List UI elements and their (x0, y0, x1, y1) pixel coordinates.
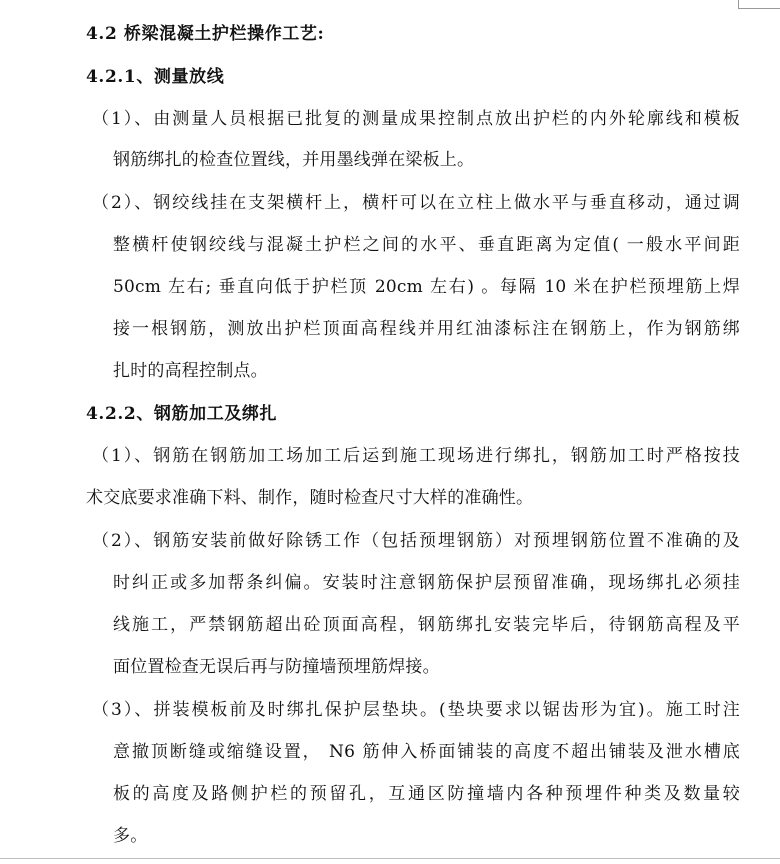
paragraph-line: 整横杆使钢绞线与混凝土护栏之间的水平、垂直距离为定值( 一般水平间距 (113, 235, 740, 255)
paragraph-line: （1）、由测量人员根据已批复的测量成果控制点放出护栏的内外轮廓线和模板 (92, 109, 740, 129)
paragraph-line: 板的高度及路侧护栏的预留孔，互通区防撞墙内各种预埋件种类及数量较 (113, 784, 740, 804)
paragraph-line: 时纠正或多加帮条纠偏。安装时注意钢筋保护层预留准确，现场绑扎必须挂 (113, 573, 740, 593)
paragraph-line: 50cm 左右; 垂直向低于护栏顶 20cm 左右) 。每隔 10 米在护栏预埋筋上焊 (113, 277, 740, 297)
paragraph-line: 线施工，严禁钢筋超出砼顶面高程，钢筋绑扎安装完毕后，待钢筋高程及平 (113, 615, 740, 635)
page-corner-mark-horizontal (738, 8, 780, 9)
paragraph-line: （2）、钢筋安装前做好除锈工作（包括预埋钢筋）对预埋钢筋位置不准确的及 (92, 531, 740, 551)
paragraph-line: （2）、钢绞线挂在支架横杆上，横杆可以在立柱上做水平与垂直移动，通过调 (92, 193, 740, 213)
paragraph-line: 扎时的高程控制点。 (113, 361, 268, 381)
heading-4-2-2: 4.2.2、钢筋加工及绑扎 (86, 404, 278, 424)
paragraph-line: （3）、拼装模板前及时绑扎保护层垫块。(垫块要求以锯齿形为宜)。施工时注 (92, 700, 740, 720)
paragraph-line: 接一根钢筋，测放出护栏顶面高程线并用红油漆标注在钢筋上，作为钢筋绑 (113, 319, 740, 339)
heading-4-2: 4.2 桥梁混凝土护栏操作工艺: (86, 24, 325, 44)
paragraph-line: 钢筋绑扎的检查位置线，并用墨线弹在梁板上。 (113, 150, 475, 170)
page-bottom-border (0, 858, 780, 859)
paragraph-line: 术交底要求准确下料、制作，随时检查尺寸大样的准确性。 (86, 488, 534, 508)
paragraph-line: 多。 (113, 826, 148, 846)
paragraph-line: 面位置检查无误后再与防撞墙预埋筋焊接。 (113, 657, 440, 677)
page-corner-mark (738, 0, 739, 8)
paragraph-line: （1）、钢筋在钢筋加工场加工后运到施工现场进行绑扎，钢筋加工时严格按技 (92, 446, 740, 466)
paragraph-line: 意撤顶断缝或缩缝设置， N6 筋伸入桥面铺装的高度不超出铺装及泄水槽底 (113, 742, 740, 762)
heading-4-2-1: 4.2.1、测量放线 (86, 67, 225, 87)
